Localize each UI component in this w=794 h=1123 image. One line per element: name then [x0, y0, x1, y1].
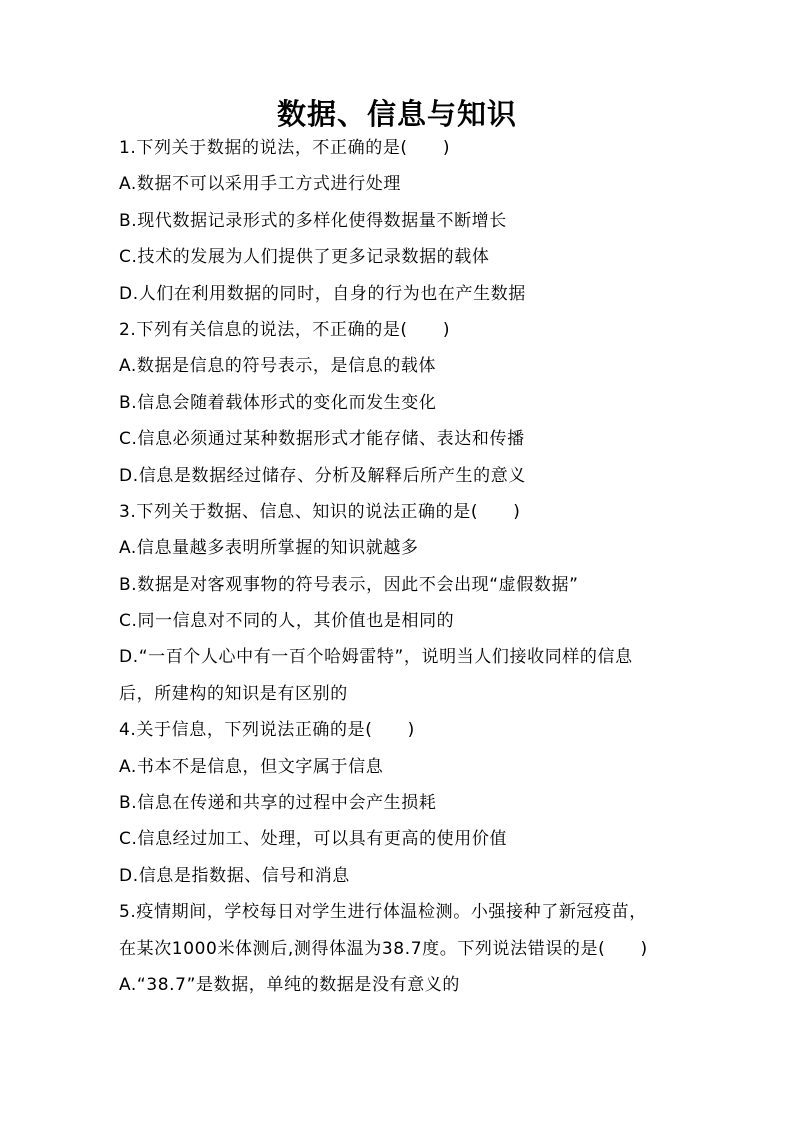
question-4-option-b: B.信息在传递和共享的过程中会产生损耗 [119, 793, 437, 814]
question-1-option-c: C.技术的发展为人们提供了更多记录数据的载体 [119, 247, 490, 268]
question-1-option-b: B.现代数据记录形式的多样化使得数据量不断增长 [119, 210, 507, 231]
question-2-option-d: D.信息是数据经过储存、分析及解释后所产生的意义 [119, 465, 526, 486]
question-5-option-a: A.“38.7”是数据，单纯的数据是没有意义的 [119, 974, 460, 995]
question-2-stem: 2.下列有关信息的说法，不正确的是( ) [119, 319, 451, 340]
question-3-option-d-continued: 后，所建构的知识是有区别的 [119, 683, 348, 704]
question-3-option-c: C.同一信息对不同的人，其价值也是相同的 [119, 611, 455, 632]
question-3-option-b: B.数据是对客观事物的符号表示，因此不会出现“虚假数据” [119, 574, 579, 595]
question-2-option-a: A.数据是信息的符号表示，是信息的载体 [119, 356, 437, 377]
document-title: 数据、信息与知识 [276, 97, 517, 131]
question-5-stem: 5.疫情期间，学校每日对学生进行体温检测。小强接种了新冠疫苗， [119, 902, 647, 923]
question-3-option-d: D.“一百个人心中有一百个哈姆雷特”，说明当人们接收同样的信息 [119, 647, 633, 668]
question-4-option-a: A.书本不是信息，但文字属于信息 [119, 756, 384, 777]
question-4-option-d: D.信息是指数据、信号和消息 [119, 865, 350, 886]
question-4-stem: 4.关于信息，下列说法正确的是( ) [119, 720, 415, 741]
question-2-option-b: B.信息会随着载体形式的变化而发生变化 [119, 392, 437, 413]
question-1-option-d: D.人们在利用数据的同时，自身的行为也在产生数据 [119, 283, 526, 304]
question-1-stem: 1.下列关于数据的说法，不正确的是( ) [119, 138, 451, 158]
question-5-stem-continued: 在某次1000米体测后,测得体温为38.7度。下列说法错误的是( ) [119, 938, 648, 959]
question-1-option-a: A.数据不可以采用手工方式进行处理 [119, 174, 401, 195]
question-4-option-c: C.信息经过加工、处理，可以具有更高的使用价值 [119, 829, 508, 850]
question-list [119, 130, 699, 1003]
question-2-option-c: C.信息必须通过某种数据形式才能存储、表达和传播 [119, 429, 525, 450]
question-3-stem: 3.下列关于数据、信息、知识的说法正确的是( ) [119, 501, 521, 522]
question-3-option-a: A.信息量越多表明所掌握的知识就越多 [119, 538, 419, 559]
